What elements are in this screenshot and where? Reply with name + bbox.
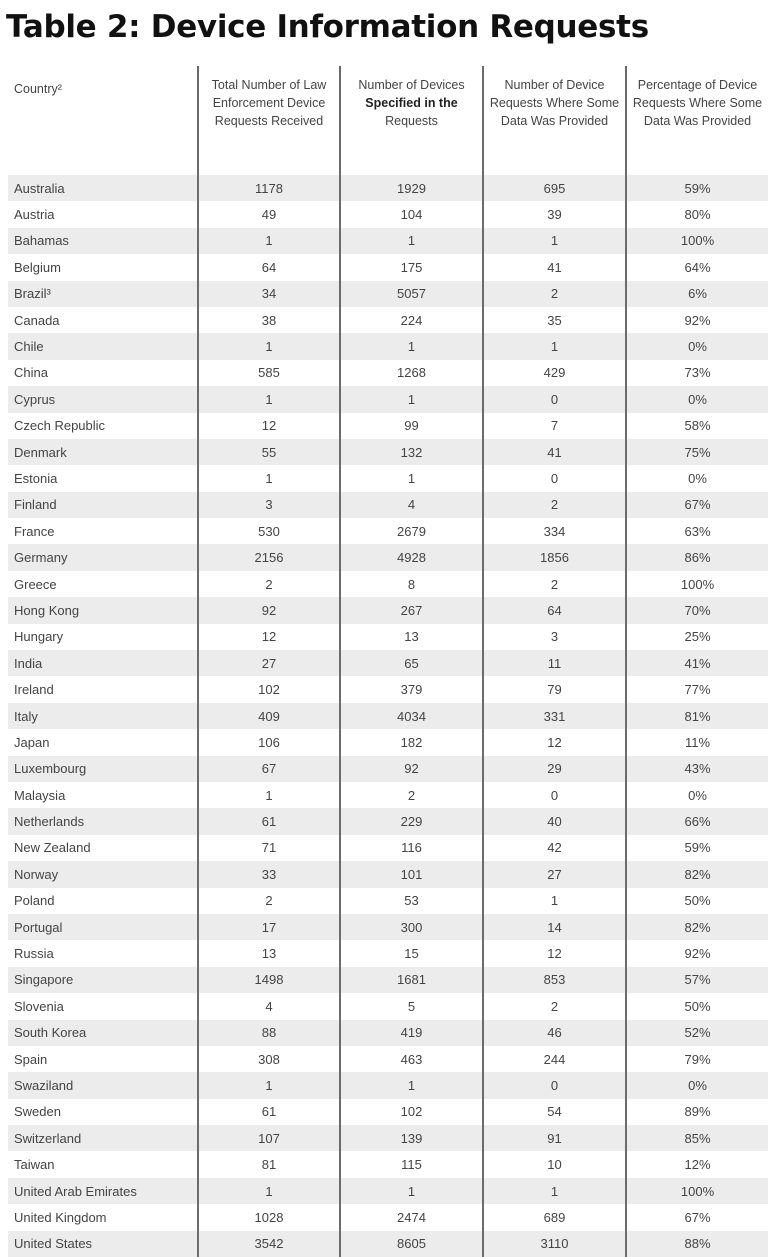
devices-specified-cell: 224	[340, 307, 483, 333]
total-requests-cell: 585	[198, 360, 340, 386]
data-provided-cell: 1	[483, 1178, 626, 1204]
table-row	[8, 650, 768, 676]
data-provided-cell: 41	[483, 254, 626, 280]
percentage-cell: 59%	[626, 175, 768, 201]
devices-specified-cell: 8	[340, 571, 483, 597]
table-row	[8, 597, 768, 623]
table-row	[8, 676, 768, 702]
country-cell: Cyprus	[8, 386, 198, 412]
total-requests-cell: 1498	[198, 967, 340, 993]
total-requests-cell: 81	[198, 1151, 340, 1177]
data-provided-cell: 41	[483, 439, 626, 465]
country-cell: Bahamas	[8, 228, 198, 254]
country-cell: Czech Republic	[8, 413, 198, 439]
total-requests-cell: 1178	[198, 175, 340, 201]
table-row	[8, 1046, 768, 1072]
data-provided-cell: 2	[483, 492, 626, 518]
table-row	[8, 386, 768, 412]
percentage-cell: 88%	[626, 1231, 768, 1257]
devices-specified-cell: 300	[340, 914, 483, 940]
data-provided-cell: 334	[483, 518, 626, 544]
devices-specified-cell: 229	[340, 808, 483, 834]
data-provided-cell: 46	[483, 1020, 626, 1046]
devices-specified-cell: 15	[340, 940, 483, 966]
percentage-cell: 6%	[626, 281, 768, 307]
table-row	[8, 835, 768, 861]
country-cell: Singapore	[8, 967, 198, 993]
table-row	[8, 307, 768, 333]
total-requests-cell: 2	[198, 571, 340, 597]
data-provided-cell: 0	[483, 1072, 626, 1098]
data-provided-cell: 2	[483, 571, 626, 597]
devices-specified-cell: 8605	[340, 1231, 483, 1257]
total-requests-cell: 13	[198, 940, 340, 966]
percentage-cell: 80%	[684, 207, 711, 223]
device-requests-table	[8, 66, 768, 1257]
data-provided-cell: 695	[483, 175, 626, 201]
country-cell: Australia	[8, 175, 198, 201]
country-cell: France	[8, 518, 198, 544]
data-provided-cell: 10	[483, 1151, 626, 1177]
header-percentage: Percentage of Device Requests Where Some Data Was Provided	[632, 78, 763, 128]
devices-specified-cell: 4034	[340, 703, 483, 729]
table-row	[8, 333, 768, 359]
devices-specified-cell: 463	[340, 1046, 483, 1072]
table-row	[8, 703, 768, 729]
data-provided-cell: 35	[483, 307, 626, 333]
total-requests-cell: 92	[198, 597, 340, 623]
table-row	[8, 624, 768, 650]
table-row	[8, 967, 768, 993]
total-requests-cell: 64	[198, 254, 340, 280]
country-cell: Swaziland	[8, 1072, 198, 1098]
country-cell: Chile	[8, 333, 198, 359]
country-cell: United Kingdom	[8, 1204, 198, 1230]
percentage-cell: 100%	[626, 1178, 768, 1204]
country-cell: Belgium	[8, 254, 198, 280]
total-requests-cell: 1	[198, 333, 340, 359]
data-provided-cell: 40	[483, 808, 626, 834]
table-row	[8, 571, 768, 597]
data-provided-cell: 3110	[483, 1231, 626, 1257]
total-requests-cell: 1	[198, 228, 340, 254]
data-provided-cell: 1	[483, 228, 626, 254]
total-requests-cell: 1	[198, 465, 340, 491]
total-requests-cell: 2156	[198, 544, 340, 570]
percentage-cell: 64%	[684, 259, 711, 275]
table-row	[8, 439, 768, 465]
country-cell: Russia	[8, 940, 198, 966]
table-row	[8, 993, 768, 1019]
total-requests-cell: 530	[198, 518, 340, 544]
devices-specified-cell: 1	[340, 1178, 483, 1204]
header-total-requests: Total Number of Law Enforcement Device Requests Received	[198, 66, 340, 175]
devices-specified-cell: 1268	[340, 360, 483, 386]
devices-specified-cell: 2679	[340, 518, 483, 544]
devices-specified-cell: 1	[340, 1072, 483, 1098]
percentage-cell: 50%	[684, 998, 711, 1014]
percentage-cell: 85%	[626, 1125, 768, 1151]
table-row	[8, 175, 768, 201]
percentage-cell: 75%	[626, 439, 768, 465]
total-requests-cell: 33	[198, 861, 340, 887]
country-cell: Germany	[8, 544, 198, 570]
percentage-cell: 50%	[684, 893, 711, 909]
data-provided-cell: 39	[483, 201, 626, 227]
table-row	[8, 228, 768, 254]
devices-specified-cell: 5057	[340, 281, 483, 307]
percentage-cell: 41%	[626, 650, 768, 676]
data-provided-cell: 0	[483, 782, 626, 808]
table-row	[8, 888, 768, 914]
header-devices-line2: Specified in the	[365, 96, 458, 110]
country-cell: Malaysia	[8, 782, 198, 808]
data-provided-cell: 1	[483, 888, 626, 914]
country-cell: Canada	[8, 307, 198, 333]
devices-specified-cell: 1681	[340, 967, 483, 993]
devices-specified-cell: 1	[340, 465, 483, 491]
data-provided-cell: 331	[483, 703, 626, 729]
devices-specified-cell: 419	[340, 1020, 483, 1046]
total-requests-cell: 17	[198, 914, 340, 940]
percentage-cell: 70%	[626, 597, 768, 623]
country-cell: Poland	[8, 888, 198, 914]
total-requests-cell: 106	[198, 729, 340, 755]
data-provided-cell: 0	[483, 465, 626, 491]
total-requests-cell: 49	[198, 201, 340, 227]
total-requests-cell: 1028	[198, 1204, 340, 1230]
country-cell: Hong Kong	[8, 597, 198, 623]
table-row	[8, 729, 768, 755]
total-requests-cell: 2	[198, 888, 340, 914]
data-provided-cell: 429	[483, 360, 626, 386]
total-requests-cell: 67	[198, 756, 340, 782]
total-requests-cell: 409	[198, 703, 340, 729]
data-provided-cell: 42	[483, 835, 626, 861]
table-row	[8, 201, 768, 227]
percentage-cell: 92%	[684, 946, 711, 962]
table-row	[8, 1020, 768, 1046]
devices-specified-cell: 65	[340, 650, 483, 676]
header-devices-specified	[340, 66, 483, 175]
table-title: Table 2: Device Information Requests	[6, 9, 649, 45]
country-cell: Denmark	[8, 439, 198, 465]
table-row	[8, 861, 768, 887]
table-row	[8, 756, 768, 782]
devices-specified-cell: 1	[340, 386, 483, 412]
devices-specified-cell: 102	[340, 1099, 483, 1125]
country-cell: China	[8, 360, 198, 386]
percentage-cell: 52%	[626, 1020, 768, 1046]
total-requests-cell: 71	[198, 835, 340, 861]
data-provided-cell: 2	[483, 281, 626, 307]
table-row	[8, 1099, 768, 1125]
table-row	[8, 492, 768, 518]
data-provided-cell: 7	[483, 413, 626, 439]
country-cell: Brazil³	[8, 281, 198, 307]
percentage-cell: 0%	[688, 787, 707, 803]
country-cell: Japan	[8, 729, 198, 755]
table-row	[8, 782, 768, 808]
data-provided-cell: 1856	[483, 544, 626, 570]
devices-specified-cell: 92	[340, 756, 483, 782]
total-requests-cell: 12	[198, 624, 340, 650]
devices-specified-cell: 99	[340, 413, 483, 439]
percentage-cell: 0%	[626, 386, 768, 412]
devices-specified-cell: 104	[340, 201, 483, 227]
table-row	[8, 254, 768, 280]
country-cell: Ireland	[8, 676, 198, 702]
total-requests-cell: 1	[198, 1072, 340, 1098]
percentage-cell: 66%	[626, 808, 768, 834]
devices-specified-cell: 1	[340, 333, 483, 359]
country-cell: Estonia	[8, 465, 198, 491]
devices-specified-cell: 175	[340, 254, 483, 280]
data-provided-cell: 54	[483, 1099, 626, 1125]
devices-specified-cell: 4	[340, 492, 483, 518]
percentage-cell: 67%	[626, 492, 768, 518]
percentage-cell: 11%	[684, 734, 711, 750]
table-row	[8, 1151, 768, 1177]
percentage-cell: 58%	[684, 418, 711, 434]
total-requests-cell: 3542	[198, 1231, 340, 1257]
percentage-cell: 67%	[684, 1209, 711, 1225]
table-row	[8, 360, 768, 386]
devices-specified-cell: 2	[340, 782, 483, 808]
percentage-cell: 77%	[684, 682, 711, 698]
percentage-cell: 0%	[688, 470, 707, 486]
data-provided-cell: 91	[483, 1125, 626, 1151]
devices-specified-cell: 182	[340, 729, 483, 755]
total-requests-cell: 61	[198, 808, 340, 834]
total-requests-cell: 1	[198, 1178, 340, 1204]
devices-specified-cell: 379	[340, 676, 483, 702]
data-provided-cell: 2	[483, 993, 626, 1019]
data-provided-cell: 853	[483, 967, 626, 993]
table-row	[8, 465, 768, 491]
data-provided-cell: 244	[483, 1046, 626, 1072]
country-cell: Portugal	[8, 914, 198, 940]
total-requests-cell: 107	[198, 1125, 340, 1151]
data-provided-cell: 12	[483, 940, 626, 966]
table-row	[8, 281, 768, 307]
table-row	[8, 808, 768, 834]
percentage-cell: 12%	[684, 1157, 711, 1173]
percentage-cell: 0%	[626, 1072, 768, 1098]
total-requests-cell: 61	[198, 1099, 340, 1125]
table-body	[8, 175, 768, 1257]
percentage-cell: 59%	[684, 840, 711, 856]
header-country: Country²	[8, 66, 198, 175]
devices-specified-cell: 115	[340, 1151, 483, 1177]
devices-specified-cell: 101	[340, 861, 483, 887]
country-cell: United Arab Emirates	[8, 1178, 198, 1204]
devices-specified-cell: 2474	[340, 1204, 483, 1230]
table-row	[8, 1231, 768, 1257]
total-requests-cell: 1	[198, 782, 340, 808]
percentage-cell: 79%	[684, 1051, 711, 1067]
table-row	[8, 1072, 768, 1098]
percentage-cell: 43%	[626, 756, 768, 782]
percentage-cell: 100%	[626, 228, 768, 254]
country-cell: Greece	[8, 571, 198, 597]
devices-specified-cell: 132	[340, 439, 483, 465]
percentage-cell: 81%	[626, 703, 768, 729]
country-cell: New Zealand	[8, 835, 198, 861]
total-requests-cell: 12	[198, 413, 340, 439]
table-row	[8, 1125, 768, 1151]
country-cell: Spain	[8, 1046, 198, 1072]
percentage-cell: 92%	[684, 312, 711, 328]
country-cell: Norway	[8, 861, 198, 887]
country-cell: Taiwan	[8, 1151, 198, 1177]
data-provided-cell: 0	[483, 386, 626, 412]
percentage-cell: 89%	[684, 1104, 711, 1120]
data-provided-cell: 3	[483, 624, 626, 650]
table-row	[8, 914, 768, 940]
table-row	[8, 1178, 768, 1204]
devices-specified-cell: 139	[340, 1125, 483, 1151]
total-requests-cell: 308	[198, 1046, 340, 1072]
devices-specified-cell: 267	[340, 597, 483, 623]
total-requests-cell: 88	[198, 1020, 340, 1046]
country-cell: South Korea	[8, 1020, 198, 1046]
percentage-cell: 63%	[684, 523, 711, 539]
country-cell: United States	[8, 1231, 198, 1257]
header-devices-line3: Requests	[385, 114, 438, 128]
table-row	[8, 518, 768, 544]
total-requests-cell: 1	[198, 386, 340, 412]
table-row	[8, 1204, 768, 1230]
header-devices-line1: Number of Devices	[358, 78, 465, 92]
percentage-cell: 82%	[626, 861, 768, 887]
devices-specified-cell: 53	[340, 888, 483, 914]
country-cell: Hungary	[8, 624, 198, 650]
devices-specified-cell: 4928	[340, 544, 483, 570]
percentage-cell: 0%	[626, 333, 768, 359]
total-requests-cell: 4	[198, 993, 340, 1019]
data-provided-cell: 689	[483, 1204, 626, 1230]
country-cell: Switzerland	[8, 1125, 198, 1151]
header-row	[8, 66, 768, 175]
data-provided-cell: 27	[483, 861, 626, 887]
data-provided-cell: 79	[483, 676, 626, 702]
percentage-cell: 73%	[684, 365, 711, 381]
data-provided-cell: 12	[483, 729, 626, 755]
total-requests-cell: 55	[198, 439, 340, 465]
country-cell: Luxembourg	[8, 756, 198, 782]
total-requests-cell: 3	[198, 492, 340, 518]
devices-specified-cell: 116	[340, 835, 483, 861]
devices-specified-cell: 1	[340, 228, 483, 254]
table-row	[8, 413, 768, 439]
table-header	[8, 66, 768, 175]
country-cell: Netherlands	[8, 808, 198, 834]
data-provided-cell: 1	[483, 333, 626, 359]
percentage-cell: 57%	[626, 967, 768, 993]
country-cell: Austria	[8, 201, 198, 227]
percentage-cell: 86%	[626, 544, 768, 570]
percentage-cell: 82%	[626, 914, 768, 940]
country-cell: India	[8, 650, 198, 676]
table-row	[8, 544, 768, 570]
devices-specified-cell: 13	[340, 624, 483, 650]
percentage-cell: 100%	[680, 576, 715, 592]
header-requests-data-provided: Number of Device Requests Where Some Data Was Provided	[483, 66, 626, 175]
devices-specified-cell: 1929	[340, 175, 483, 201]
percentage-cell: 25%	[684, 629, 711, 645]
data-provided-cell: 29	[483, 756, 626, 782]
country-cell: Finland	[8, 492, 198, 518]
data-provided-cell: 14	[483, 914, 626, 940]
country-cell: Slovenia	[8, 993, 198, 1019]
data-provided-cell: 11	[483, 650, 626, 676]
table-row	[8, 940, 768, 966]
country-cell: Italy	[8, 703, 198, 729]
country-cell: Sweden	[8, 1099, 198, 1125]
devices-specified-cell: 5	[340, 993, 483, 1019]
data-provided-cell: 64	[483, 597, 626, 623]
total-requests-cell: 34	[198, 281, 340, 307]
total-requests-cell: 38	[198, 307, 340, 333]
total-requests-cell: 27	[198, 650, 340, 676]
total-requests-cell: 102	[198, 676, 340, 702]
